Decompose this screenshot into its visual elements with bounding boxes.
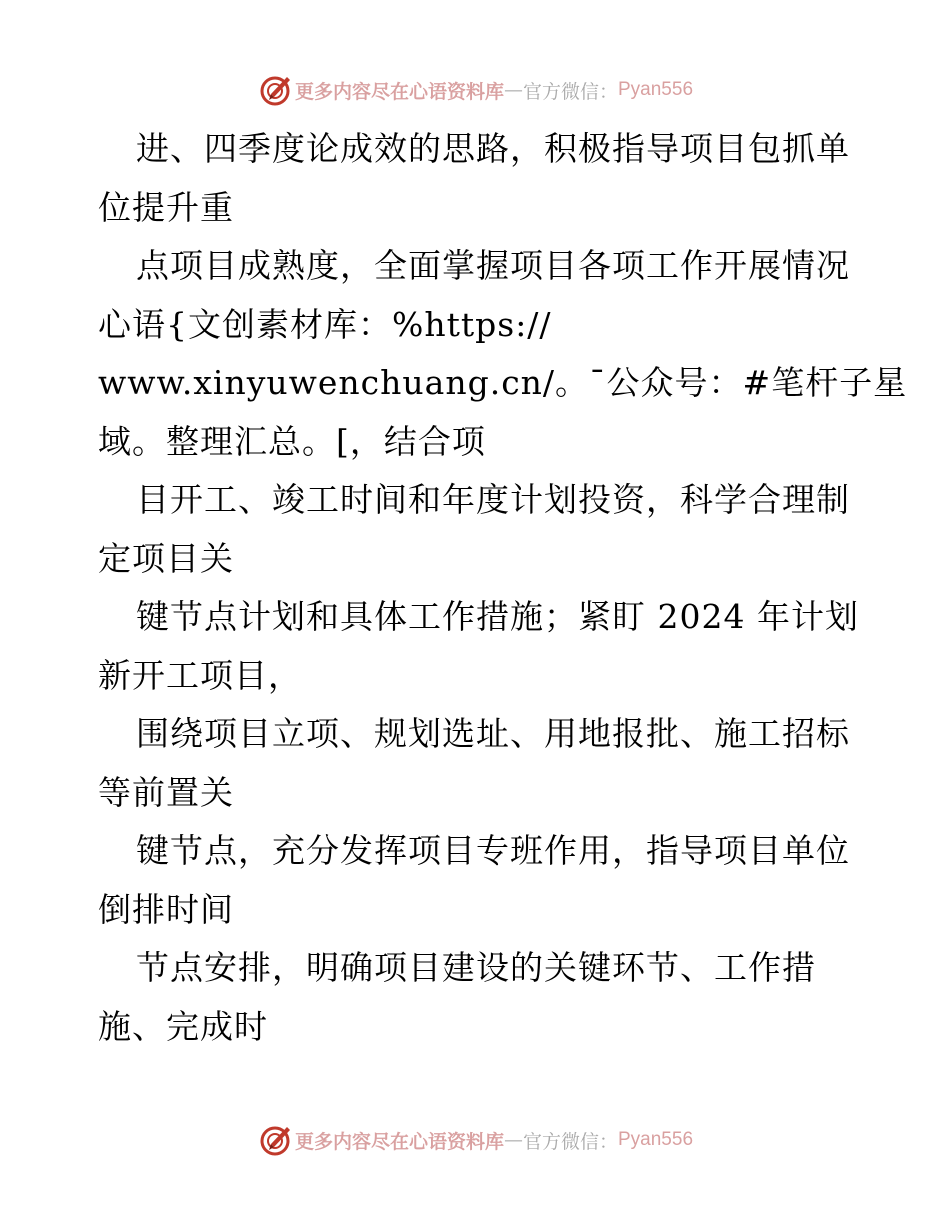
banner-wechat-label: 官方微信： (522, 1130, 618, 1153)
banner-separator: — (503, 1129, 523, 1151)
text-line: 目开工、竣工时间和年度计划投资，科学合理制 (136, 480, 850, 519)
text-line: 等前置关 (98, 772, 234, 812)
banner-main-text: 更多内容尽在心语资料库 (294, 80, 504, 103)
text-line: 进、四季度论成效的思路，积极指导项目包抓单 (136, 129, 850, 168)
banner-text (295, 77, 693, 104)
text-line: 键节点，充分发挥项目专班作用，指导项目单位 (136, 831, 850, 870)
banner-wechat-label: 官方微信： (522, 80, 618, 103)
text-line: www.xinyuwenchuang.cn/。¯公众号：#笔杆子星 (98, 363, 908, 402)
text-line: 围绕项目立项、规划选址、用地报批、施工招标 (136, 714, 850, 753)
text-line: 倒排时间 (98, 889, 234, 929)
text-line: 定项目关 (98, 538, 234, 578)
text-line: 域。整理汇总。[，结合项 (98, 421, 486, 461)
logo-icon (257, 1122, 293, 1158)
footer-banner (0, 1122, 950, 1158)
text-line: 新开工项目， (98, 655, 302, 695)
banner-main-text: 更多内容尽在心语资料库 (294, 1130, 504, 1153)
text-line: 键节点计划和具体工作措施；紧盯 2024 年计划 (136, 597, 859, 636)
text-line: 心语{文创素材库：%https:// (98, 304, 552, 344)
banner-text (295, 1127, 693, 1154)
text-line: 节点安排，明确项目建设的关键环节、工作措 (136, 948, 816, 987)
text-line: 点项目成熟度，全面掌握项目各项工作开展情况 (136, 246, 850, 285)
banner-separator: — (503, 79, 523, 101)
header-banner (0, 72, 950, 108)
document-body (98, 120, 908, 1056)
banner-wechat-id: Pyan556 (618, 1129, 694, 1150)
logo-icon (257, 72, 293, 108)
text-line: 位提升重 (98, 187, 234, 227)
text-line: 施、完成时 (98, 1006, 268, 1046)
banner-wechat-id: Pyan556 (618, 79, 694, 100)
